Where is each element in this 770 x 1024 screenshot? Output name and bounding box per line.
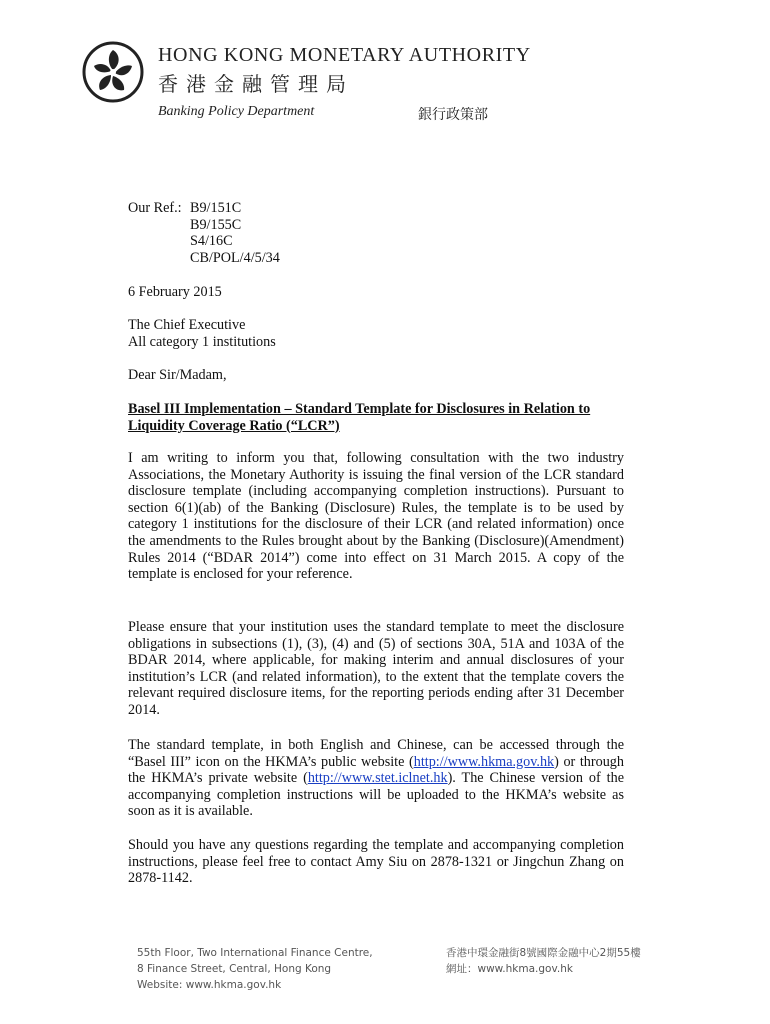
department-name-zh: 銀行政策部 [418,107,488,123]
reference-item: CB/POL/4/5/34 [190,249,280,266]
footer-address-en [137,945,373,993]
reference-list [190,200,280,266]
salutation: Dear Sir/Madam, [128,367,227,383]
footer-address-zh [446,945,641,977]
paragraph-3 [128,737,624,820]
department-name-en: Banking Policy Department [158,104,315,119]
reference-item: B9/155C [190,216,242,233]
recipient-block [128,317,624,350]
paragraph-3-text: ). The Chinese version of the accompanying completion instructions will be uploaded to the HKMA’s website as soon as it is available. [128,770,624,820]
recipient-line: The Chief Executive [128,317,246,333]
letter-subject: Basel III Implementation – Standard Template for Disclosures in Relation to Liquidity Coverage Ratio (“LCR”) [128,401,591,434]
paragraph-1: I am writing to inform you that, following consultation with the two industry Associations, the Monetary Authority is issuing the final version of the LCR standard disclosure template (including accompanying completion instructions). Pursuant to section 6(1)(ab) of the Banking (Disclosure) Rules, the template is to be used by category 1 institutions for the disclosure of their LCR (and related information) once the amendments to the Rules brought about by the Banking (Disclosure)(Amendment) Rules 2014 (“BDAR 2014”) come into effect on 31 March 2015. A copy of the template is enclosed for your reference. [128,450,624,583]
paragraph-2: Please ensure that your institution uses the standard template to meet the disclosure obligations in subsections (1), (3), (4) and (5) of sections 30A, 51A and 103A of the BDAR 2014, where applicable, for making interim and annual disclosures of your institution’s LCR (and related information), to the extent that the template covers the relevant required disclosure items, for the reporting periods ending after 31 December 2014. [128,619,624,718]
paragraph-3-text: The standard template, in both English and Chinese, can be accessed through the “Basel III” icon on the HKMA’s public website ( [128,737,624,770]
reference-block [128,200,624,266]
hkma-logo-icon [80,40,146,104]
reference-item: B9/151C [190,200,242,216]
recipient-line: All category 1 institutions [128,333,276,350]
organization-name-zh: 香港金融管理局 [158,72,354,96]
public-website-link[interactable]: http://www.hkma.gov.hk [413,753,555,770]
paragraph-4: Should you have any questions regarding the template and accompanying completion instructions, please feel free to contact Amy Siu on 2878-1321 or Jingchun Zhang on 2878-1142. [128,837,624,887]
reference-label: Our Ref.: [128,200,182,216]
footer-line: 55th Floor, Two International Finance Centre, [137,947,373,959]
private-website-link[interactable]: http://www.stet.iclnet.hk [307,770,448,787]
footer-line: 8 Finance Street, Central, Hong Kong [137,963,332,975]
footer-line: Website: www.hkma.gov.hk [137,979,282,991]
letter-date: 6 February 2015 [128,284,222,300]
reference-item: S4/16C [190,233,233,250]
footer-line: 網址：www.hkma.gov.hk [446,963,573,975]
paragraph-3-text: ) or through the HKMA’s private website ( [128,753,624,787]
footer-line: 香港中環金融街8號國際金融中心2期55樓 [446,947,641,959]
organization-name-en: HONG KONG MONETARY AUTHORITY [158,44,531,66]
